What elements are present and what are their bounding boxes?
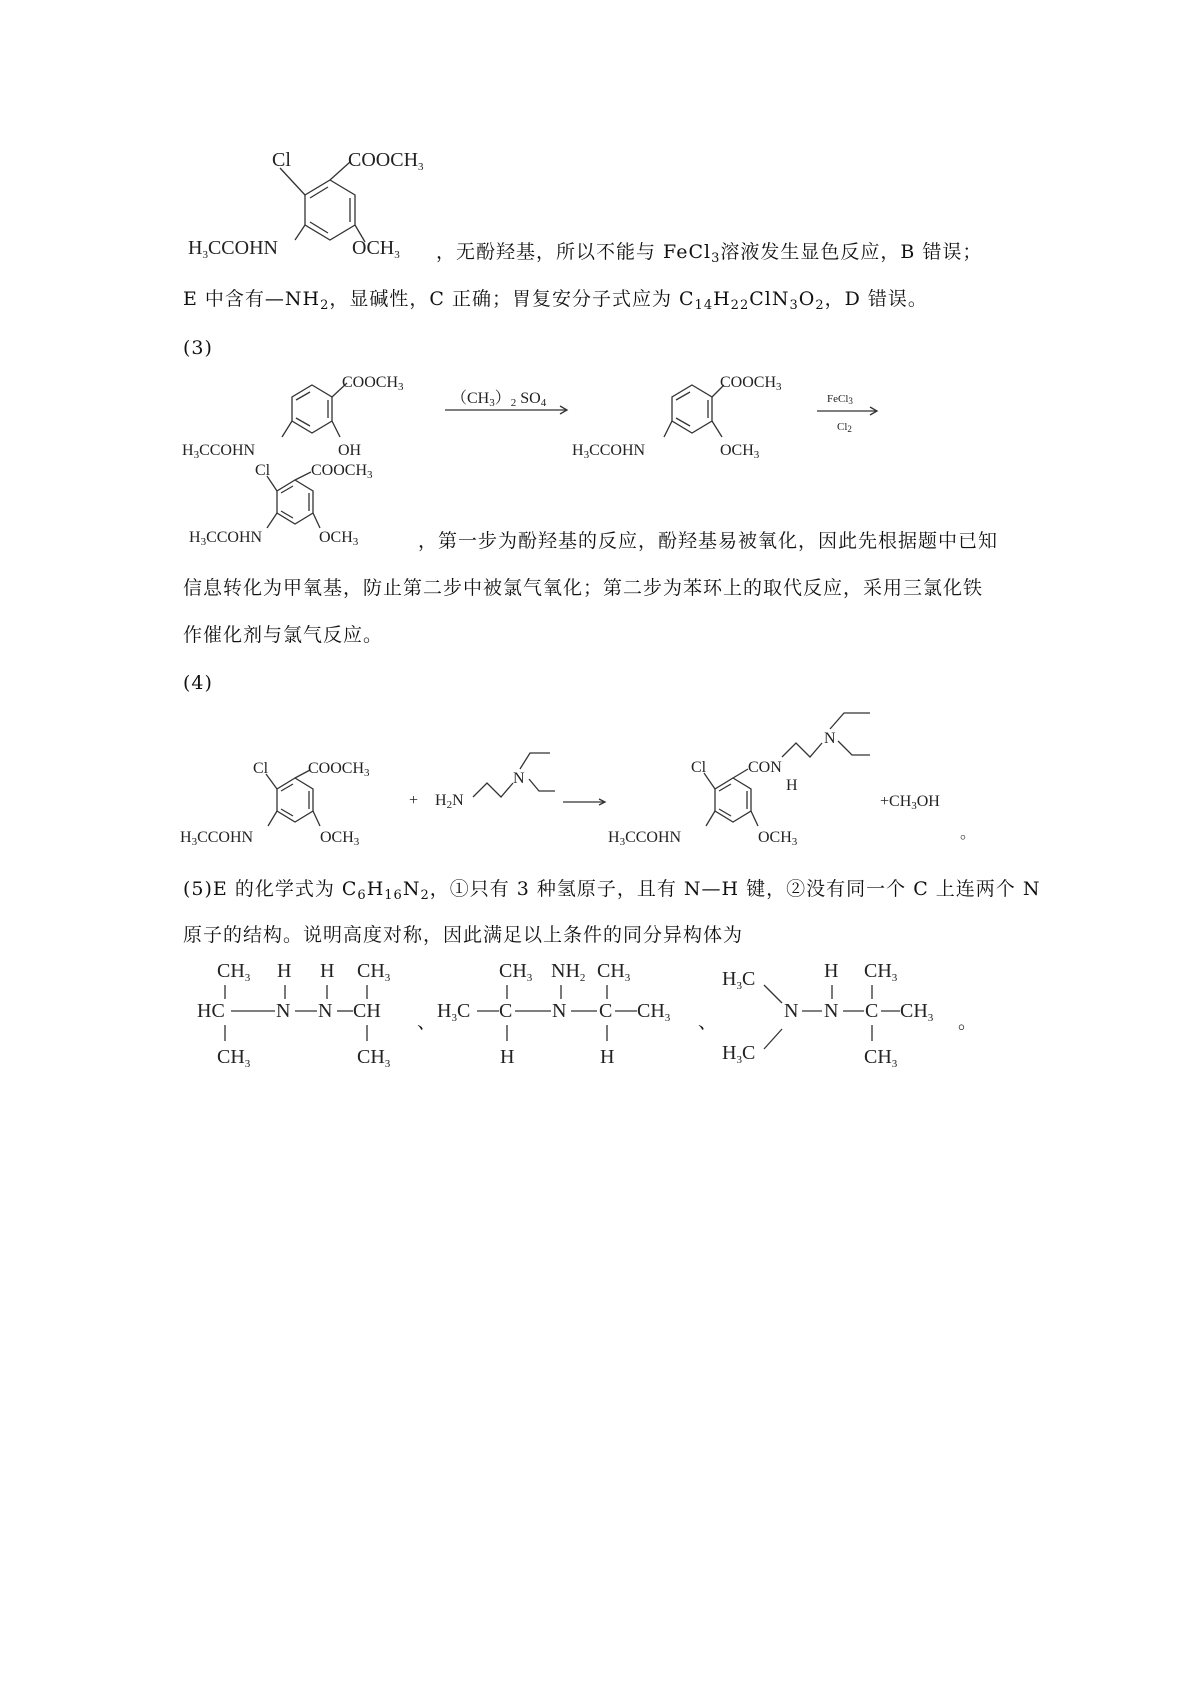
s3-text1: ，第一步为酚羟基的反应，酚羟基易被氧化，因此先根据题中已知 [418, 530, 999, 552]
svg-text:N: N [318, 1000, 333, 1022]
structure-chloro-acetamido-ester [180, 140, 480, 265]
svg-text:HC: HC [197, 1000, 225, 1022]
svg-text:CH3: $CH_3$ [597, 960, 631, 984]
svg-text:COOCH3: COOCH3 [342, 374, 404, 393]
svg-text:N: N [276, 1000, 291, 1022]
svg-text:OCH3: OCH3 [319, 529, 359, 548]
svg-text:CH: CH [353, 1000, 381, 1022]
svg-text:H3CCOHN: H3CCOHN [189, 529, 263, 548]
svg-text:OH: OH [338, 442, 362, 459]
structure-hydroxy-ester [182, 365, 432, 465]
svg-text:H: H [824, 960, 839, 982]
svg-text:CH3: $CH_3$ [357, 1046, 391, 1070]
svg-text:H: H [600, 1046, 615, 1068]
svg-text:H3CCOHN: H3CCOHN [180, 829, 254, 848]
svg-text:COOCH3: COOCH3 [308, 760, 370, 779]
structure-diethylaminoethylamine [405, 735, 555, 815]
svg-text:H3C: $H_3C$ [437, 1000, 471, 1024]
s3-text2: 信息转化为甲氧基，防止第二步中被氯气氧化；第二步为苯环上的取代反应，采用三氯化铁 [183, 577, 984, 599]
isomer-3 [722, 955, 962, 1075]
svg-text:CH3: $CH_3$ [357, 960, 391, 984]
svg-text:H3C: $H_3C$ [722, 1042, 756, 1066]
svg-text:H2N: H2N [435, 792, 464, 811]
svg-text:CON: CON [748, 759, 782, 776]
svg-text:CH3: $CH_3$ [864, 960, 898, 984]
cl-label: Cl [272, 149, 291, 171]
s5-line1: (5)E 的化学式为 $C_6H_{16}N_2$，①只有 3 种氢原子，且有 N—H 键，②没有同一个 C 上连两个 N [183, 878, 1041, 903]
svg-text:Cl [272, 149, 291, 171]
svg-text:OCH3: OCH3 [758, 829, 798, 848]
svg-text:C: C [865, 1000, 879, 1022]
svg-text:CH3: $CH_3$ [499, 960, 533, 984]
svg-text:+: + [409, 792, 419, 809]
svg-text:OCH3: OCH3 [720, 442, 760, 461]
s2-line1: ，无酚羟基，所以不能与 FeCl$_3$溶液发生显色反应，B 错误； [436, 241, 983, 266]
svg-text:H3CCOHN: H3CCOHN [572, 442, 646, 461]
isomer-2 [437, 955, 697, 1075]
s2-line2: E 中含有$—NH_2$，显碱性，C 正确；胃复安分子式应为 $C_{14}H_{22}ClN_3O_2$，D 错误。 [183, 288, 928, 313]
s4-label: (4) [183, 672, 213, 694]
svg-text:N: N [824, 1000, 839, 1022]
svg-text:H3CCOHN: $H_3CCOHN$ [188, 237, 278, 261]
svg-text:Cl2: Cl2 [837, 421, 852, 434]
svg-text:N: N [784, 1000, 799, 1022]
svg-text:+CH3OH: +CH3OH [880, 793, 940, 812]
structure-chloro-ester-s4 [180, 758, 410, 853]
svg-text:N: N [552, 1000, 567, 1022]
byproduct-methanol [880, 790, 1010, 850]
s3-text3: 作催化剂与氯气反应。 [183, 624, 384, 646]
svg-text:H3CCOHN: H3CCOHN [608, 829, 682, 848]
svg-text:H: H [277, 960, 292, 982]
svg-text:Cl: Cl [253, 760, 269, 777]
svg-text:（CH3）2 SO4: （CH3）2 SO4 [451, 390, 547, 409]
svg-text:H: H [786, 777, 798, 794]
svg-text:COOCH3: COOCH3 [311, 462, 373, 481]
svg-text:Cl: Cl [255, 462, 271, 479]
svg-text:CH3: $CH_3$ [217, 960, 251, 984]
reaction-arrow-methylation [445, 388, 575, 416]
svg-text:C: C [599, 1000, 613, 1022]
svg-text:H: H [320, 960, 335, 982]
svg-text:。: 。 [960, 825, 977, 842]
structure-chloro-product [185, 462, 415, 552]
svg-text:COOCH3: $COOCH_3$ [348, 149, 424, 173]
isomer-separator-1: 、 [417, 1011, 438, 1033]
svg-text:OCH3: $OCH_3$ [352, 237, 400, 261]
s5-line2: 原子的结构。说明高度对称，因此满足以上条件的同分异构体为 [183, 924, 744, 946]
isomer-separator-2: 、 [698, 1011, 719, 1033]
svg-text:N: N [513, 770, 525, 787]
svg-text:NH2: $NH_2$ [551, 960, 586, 984]
svg-text:FeCl3: FeCl3 [827, 393, 853, 406]
svg-text:COOCH3: COOCH3 [720, 374, 782, 393]
structure-metoclopramide [608, 705, 908, 855]
svg-text:Cl: Cl [691, 759, 707, 776]
svg-text:CH3: $CH_3$ [637, 1000, 671, 1024]
s3-label: (3) [183, 337, 213, 359]
svg-text:N: N [824, 730, 836, 747]
svg-text:CH3: $CH_3$ [900, 1000, 934, 1024]
structure-methoxy-ester [572, 365, 822, 465]
isomer-1 [195, 955, 420, 1075]
svg-text:H3C: $H_3C$ [722, 968, 756, 992]
svg-text:H3CCOHN: H3CCOHN [182, 442, 256, 461]
svg-text:H: H [500, 1046, 515, 1068]
svg-text:OCH3: OCH3 [320, 829, 360, 848]
isomer-end: 。 [958, 1011, 979, 1033]
reaction-arrow-chlorination [815, 390, 885, 440]
svg-text:CH3: $CH_3$ [217, 1046, 251, 1070]
reaction-arrow-amidation [563, 795, 613, 809]
svg-text:CH3: $CH_3$ [864, 1046, 898, 1070]
svg-text:C: C [499, 1000, 513, 1022]
